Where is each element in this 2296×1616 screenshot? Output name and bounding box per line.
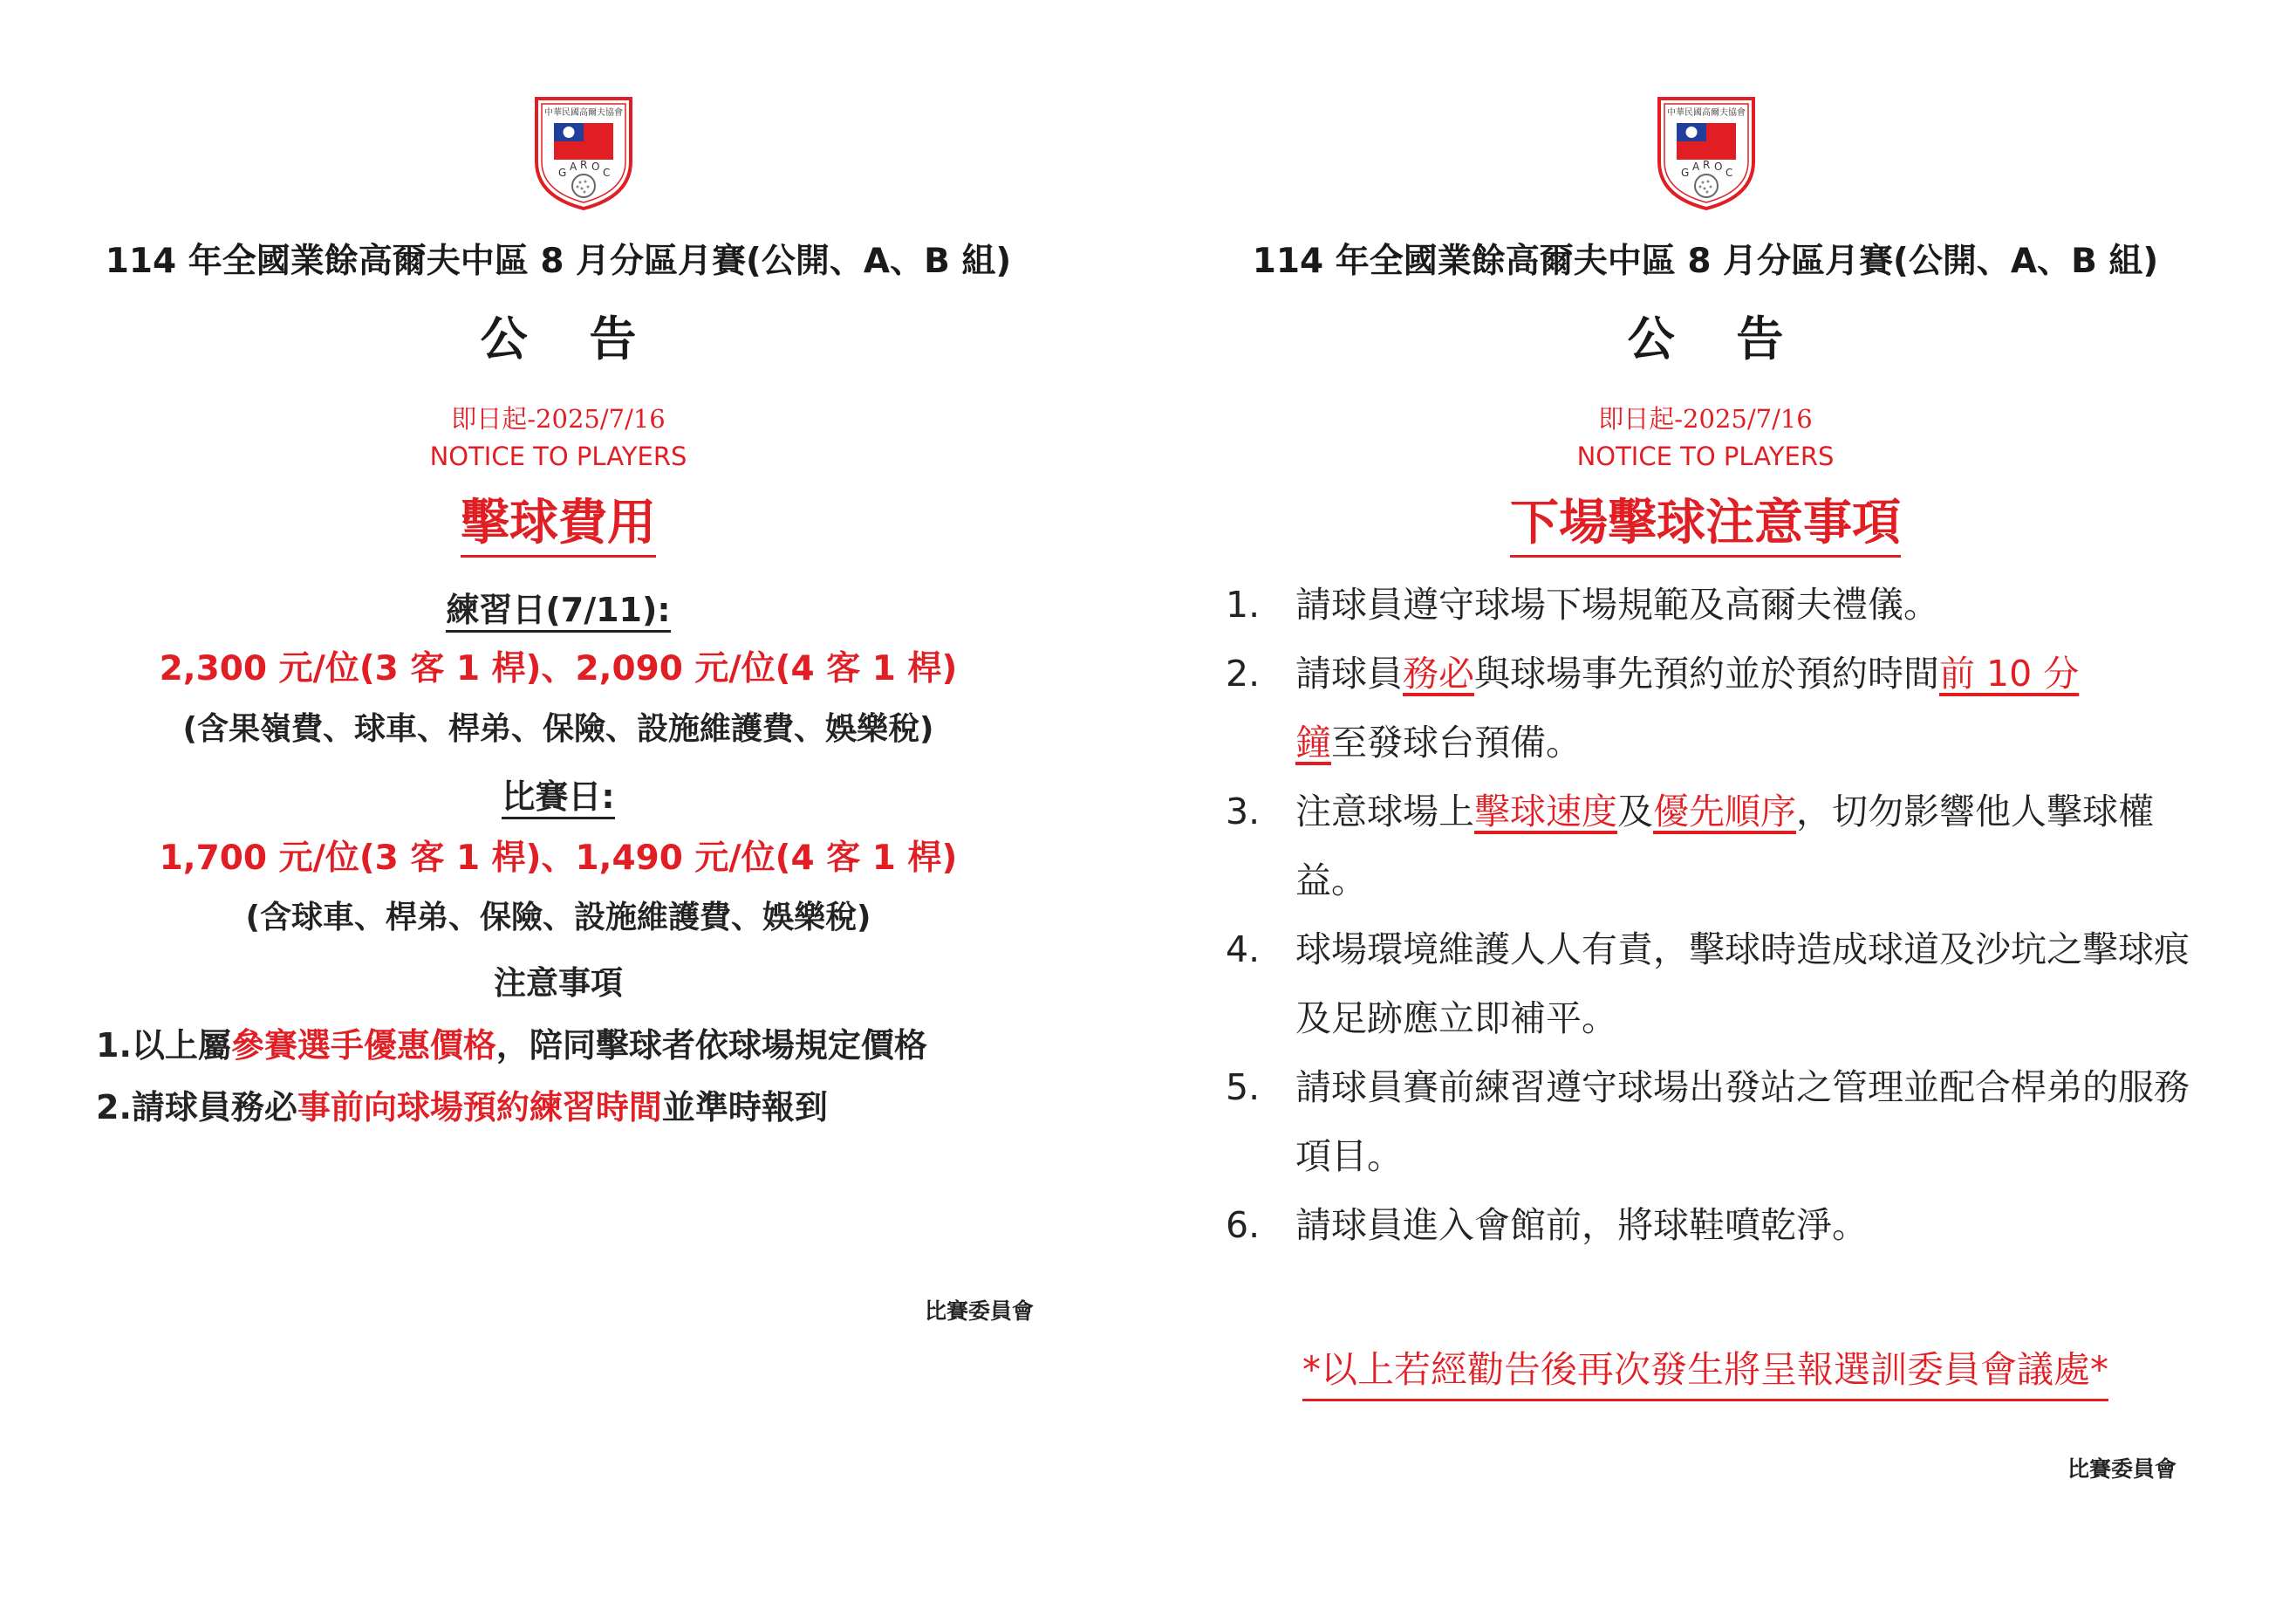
svg-text:O: O — [591, 161, 600, 173]
rule-2-highlight-time: 前 10 分 — [1939, 653, 2080, 695]
rule-item — [1226, 571, 2203, 640]
rule-3-part-a: 注意球場上 — [1295, 791, 1474, 832]
notice-title: 公 告 — [480, 312, 659, 366]
garoc-logo-icon — [533, 93, 634, 212]
svg-text:G: G — [1681, 167, 1690, 179]
note-2-suffix: 並準時報到 — [661, 1088, 828, 1126]
match-day-text: 比賽日: — [502, 777, 614, 819]
rule-3-highlight-speed: 擊球速度 — [1474, 791, 1617, 832]
practice-day-label — [87, 583, 1029, 631]
practice-price: 2,300 元/位(3 客 1 桿)、2,090 元/位(4 客 1 桿) — [159, 649, 958, 688]
rule-2-part-f: 至發球台預備。 — [1331, 722, 1582, 763]
event-title: 114 年全國業餘高爾夫中區 8 月分區月賽(公開、A、B 組) — [1252, 242, 2159, 281]
practice-includes: (含果嶺費、球車、桿弟、保險、設施維護費、娛樂稅) — [182, 711, 934, 747]
effective-date: 即日起-2025/7/16 — [1598, 404, 1813, 434]
rule-text: 請球員賽前練習遵守球場出發站之管理並配合桿弟的服務項目。 — [1295, 1066, 2190, 1177]
notice-to-players: NOTICE TO PLAYERS — [429, 442, 687, 471]
rule-3-part-e: ，切勿影響他人擊球權益。 — [1295, 791, 2154, 901]
rule-2-part-c: 與球場事先預約並於預約時間 — [1474, 653, 1939, 695]
svg-text:G: G — [558, 167, 567, 179]
rule-number: 3. — [1226, 791, 1261, 832]
rule-3-part-c: 及 — [1617, 791, 1653, 832]
svg-text:C: C — [603, 167, 611, 179]
note-1 — [96, 1018, 927, 1066]
note-2-highlight: 事前向球場預約練習時間 — [297, 1088, 662, 1126]
fee-heading — [87, 496, 1029, 558]
rule-2-highlight-time-end: 鐘 — [1295, 722, 1331, 763]
note-1-suffix: ，陪同擊球者依球場規定價格 — [495, 1026, 927, 1065]
garoc-logo-icon — [1656, 93, 1757, 212]
note-2 — [96, 1080, 828, 1128]
warning-notice — [1195, 1341, 2216, 1401]
rule-text: 球場環境維護人人有責，擊球時造成球道及沙坑之擊球痕及足跡應立即補平。 — [1295, 928, 2190, 1039]
rule-item — [1226, 1053, 2203, 1191]
rule-number: 5. — [1226, 1066, 1261, 1108]
match-price: 1,700 元/位(3 客 1 桿)、1,490 元/位(4 客 1 桿) — [159, 839, 958, 878]
rule-text — [1295, 640, 2203, 777]
rule-2-highlight-mandatory: 務必 — [1403, 653, 1474, 695]
rule-number: 6. — [1226, 1204, 1261, 1246]
svg-text:C: C — [1725, 167, 1733, 179]
committee-signature: 比賽委員會 — [925, 1298, 1035, 1324]
rule-item — [1226, 1191, 2203, 1260]
rule-number: 2. — [1226, 653, 1261, 695]
rule-number: 4. — [1226, 928, 1261, 970]
svg-text:A: A — [1692, 161, 1700, 173]
svg-text:R: R — [580, 159, 588, 171]
svg-text:O: O — [1714, 161, 1723, 173]
effective-date: 即日起-2025/7/16 — [451, 404, 666, 434]
rule-3-highlight-priority: 優先順序 — [1653, 791, 1796, 832]
rules-heading-text: 下場擊球注意事項 — [1510, 496, 1901, 558]
note-2-prefix: 2.請球員務必 — [96, 1088, 297, 1126]
notice-title: 公 告 — [1627, 312, 1807, 366]
notice-to-players: NOTICE TO PLAYERS — [1576, 442, 1835, 471]
svg-text:R: R — [1703, 159, 1711, 171]
warning-text: *以上若經勸告後再次發生將呈報選訓委員會議處* — [1302, 1341, 2108, 1401]
note-1-highlight: 參賽選手優惠價格 — [230, 1026, 496, 1065]
rule-text: 請球員遵守球場下場規範及高爾夫禮儀。 — [1295, 584, 1939, 626]
match-day-label — [87, 770, 1029, 818]
match-includes: (含球車、桿弟、保險、設施維護費、娛樂稅) — [245, 900, 871, 935]
svg-text:中華民國高爾夫協會: 中華民國高爾夫協會 — [544, 108, 623, 118]
practice-day-text: 練習日(7/11): — [446, 591, 670, 633]
rule-text — [1295, 777, 2203, 915]
rule-item — [1226, 777, 2203, 915]
event-title: 114 年全國業餘高爾夫中區 8 月分區月賽(公開、A、B 組) — [105, 242, 1012, 281]
rule-item — [1226, 640, 2203, 777]
rule-item — [1226, 915, 2203, 1053]
svg-text:A: A — [570, 161, 577, 173]
committee-signature: 比賽委員會 — [2067, 1456, 2177, 1482]
svg-text:中華民國高爾夫協會: 中華民國高爾夫協會 — [1667, 108, 1746, 118]
rule-text: 請球員進入會館前，將球鞋噴乾淨。 — [1295, 1204, 1868, 1246]
rules-heading — [1195, 496, 2216, 558]
notes-heading: 注意事項 — [494, 964, 623, 1002]
note-1-prefix: 1.以上屬 — [96, 1026, 231, 1065]
fee-heading-text: 擊球費用 — [461, 496, 656, 558]
rule-2-part-a: 請球員 — [1295, 653, 1403, 695]
rule-number: 1. — [1226, 584, 1261, 626]
